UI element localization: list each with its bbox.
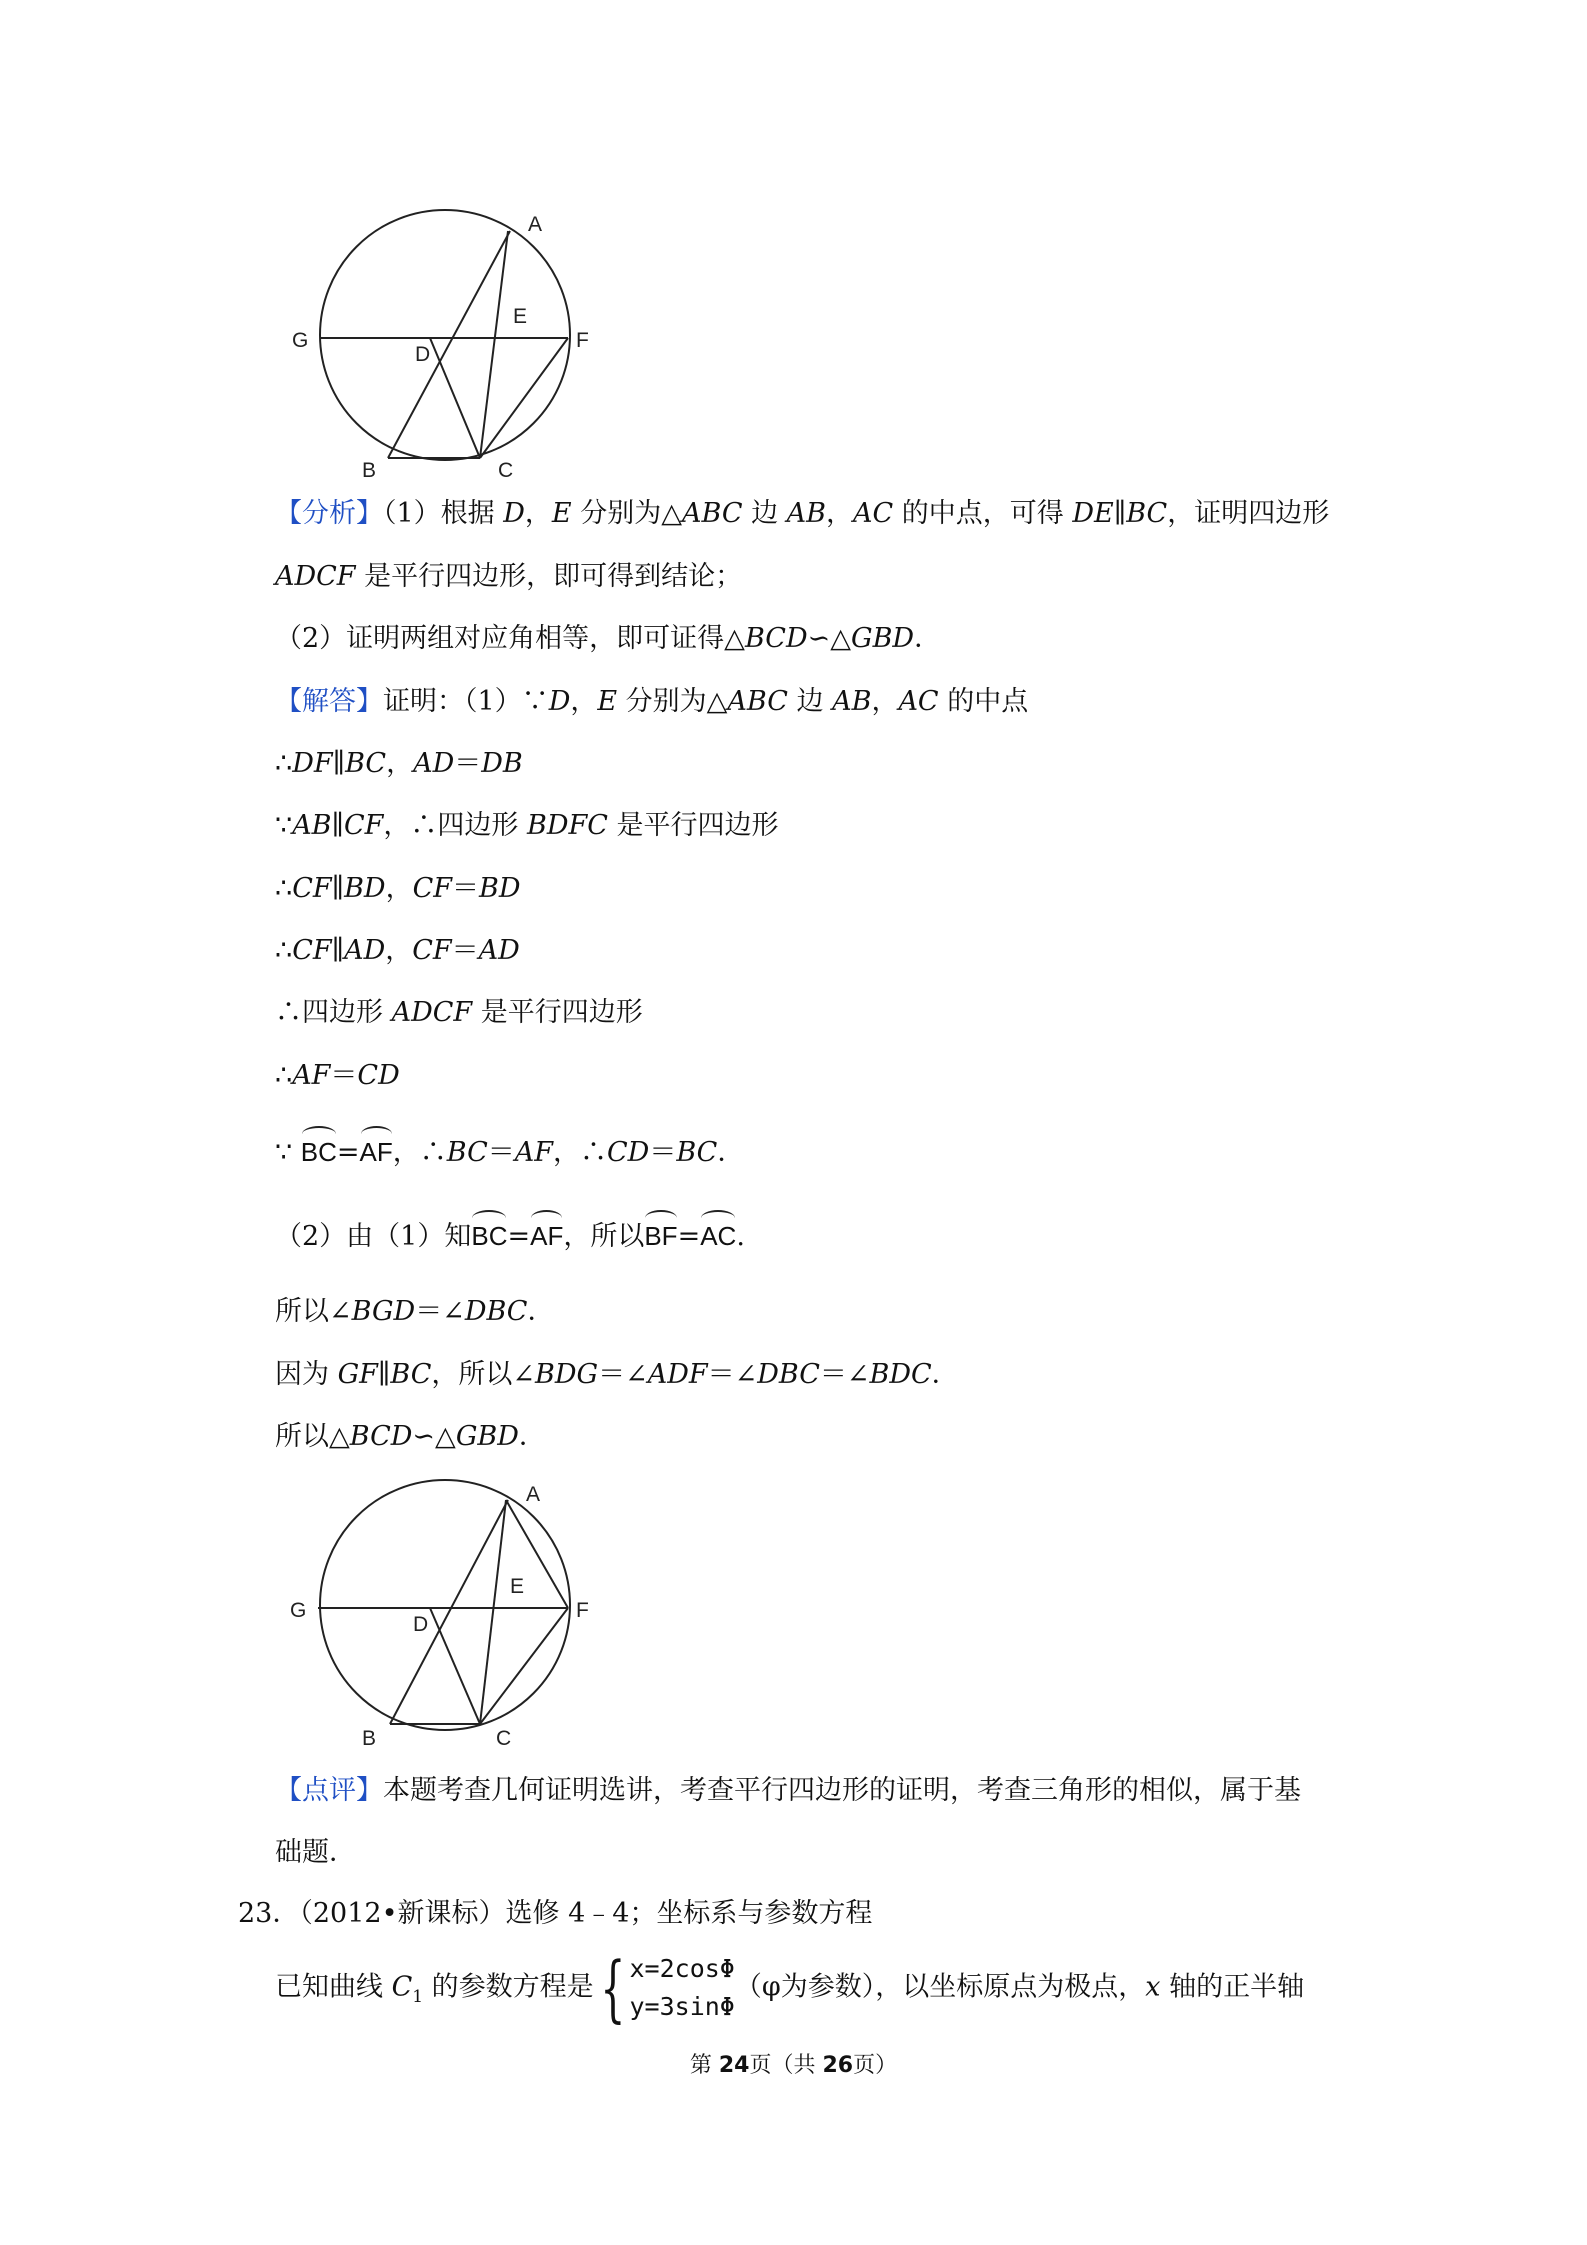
analysis-tag: 【分析】	[275, 498, 383, 529]
brace-icon: {	[599, 1946, 626, 2030]
answer-line-3: ∵AB∥CF，∴四边形 BDFC 是平行四边形	[275, 810, 779, 841]
label-E: E	[513, 305, 528, 328]
arc-bc: BC	[301, 1126, 337, 1172]
answer-line-11: 因为 GF∥BC，所以∠BDG＝∠ADF＝∠DBC＝∠BDC．	[275, 1359, 959, 1390]
answer-line-2: ∴DF∥BC，AD＝DB	[275, 748, 523, 779]
review-line-2: 础题．	[275, 1837, 356, 1868]
label-A-2: A	[526, 1483, 541, 1506]
answer-line-4: ∴CF∥BD，CF＝BD	[275, 873, 521, 904]
parametric-cases: x=2cosΦ y=3sinΦ	[629, 1954, 735, 2021]
arc-af-2: AF	[530, 1210, 563, 1256]
label-D: D	[415, 343, 431, 366]
answer-line-7: ∴AF＝CD	[275, 1060, 400, 1091]
label-C-2: C	[496, 1727, 512, 1750]
answer-tag: 【解答】	[275, 686, 383, 717]
question-23-title: 23．（2012•新课标）选修 4﹣4；坐标系与参数方程	[238, 1898, 873, 1929]
arc-bf: BF	[644, 1210, 677, 1256]
label-F-2: F	[576, 1599, 589, 1622]
analysis-line-1: 【分析】（1）根据 D，E 分别为△ABC 边 AB，AC 的中点，可得 DE∥BC，证明四边形	[275, 498, 1330, 529]
review-tag: 【点评】	[275, 1775, 383, 1806]
label-G: G	[292, 329, 309, 352]
analysis-line-2: ADCF 是平行四边形，即可得到结论；	[275, 561, 743, 592]
label-A: A	[528, 213, 543, 236]
page-footer: 第 24页（共 26页）	[689, 2053, 898, 2078]
answer-line-9: （2）由（1）知BC=AF，所以BF=AC.	[275, 1210, 745, 1257]
label-D-2: D	[413, 1613, 429, 1636]
label-F: F	[576, 329, 589, 352]
review-line-1: 【点评】本题考查几何证明选讲，考查平行四边形的证明，考查三角形的相似，属于基	[275, 1775, 1301, 1806]
geometry-figure-bottom	[280, 1475, 620, 1755]
answer-line-12: 所以△BCD∽△GBD．	[275, 1421, 546, 1452]
question-23-body: 已知曲线 $C_1$ 的参数方程是{ x=2cosΦ y=3sinΦ（φ为参数），以坐标原点为极点，x 轴的正半轴	[275, 1946, 1305, 2030]
total-pages: 26	[822, 2053, 854, 2078]
answer-line-6: ∴四边形 ADCF 是平行四边形	[275, 997, 643, 1028]
current-page: 24	[718, 2053, 750, 2078]
answer-line-10: 所以∠BGD＝∠DBC．	[275, 1296, 555, 1327]
label-G-2: G	[290, 1599, 307, 1622]
arc-af: AF	[360, 1126, 393, 1172]
arc-bc-2: BC	[471, 1210, 507, 1256]
answer-line-1: 【解答】证明：（1）∵D，E 分别为△ABC 边 AB，AC 的中点	[275, 686, 1029, 717]
geometry-figure-top	[280, 205, 620, 490]
label-C: C	[498, 459, 514, 482]
answer-line-8: ∵ BC=AF，∴BC＝AF，∴CD＝BC．	[275, 1126, 744, 1173]
arc-ac: AC	[700, 1210, 736, 1256]
label-B: B	[362, 459, 377, 482]
label-B-2: B	[362, 1727, 377, 1750]
label-E-2: E	[510, 1575, 525, 1598]
answer-line-5: ∴CF∥AD，CF＝AD	[275, 935, 520, 966]
analysis-line-3: （2）证明两组对应角相等，即可证得△BCD∽△GBD．	[275, 623, 942, 654]
